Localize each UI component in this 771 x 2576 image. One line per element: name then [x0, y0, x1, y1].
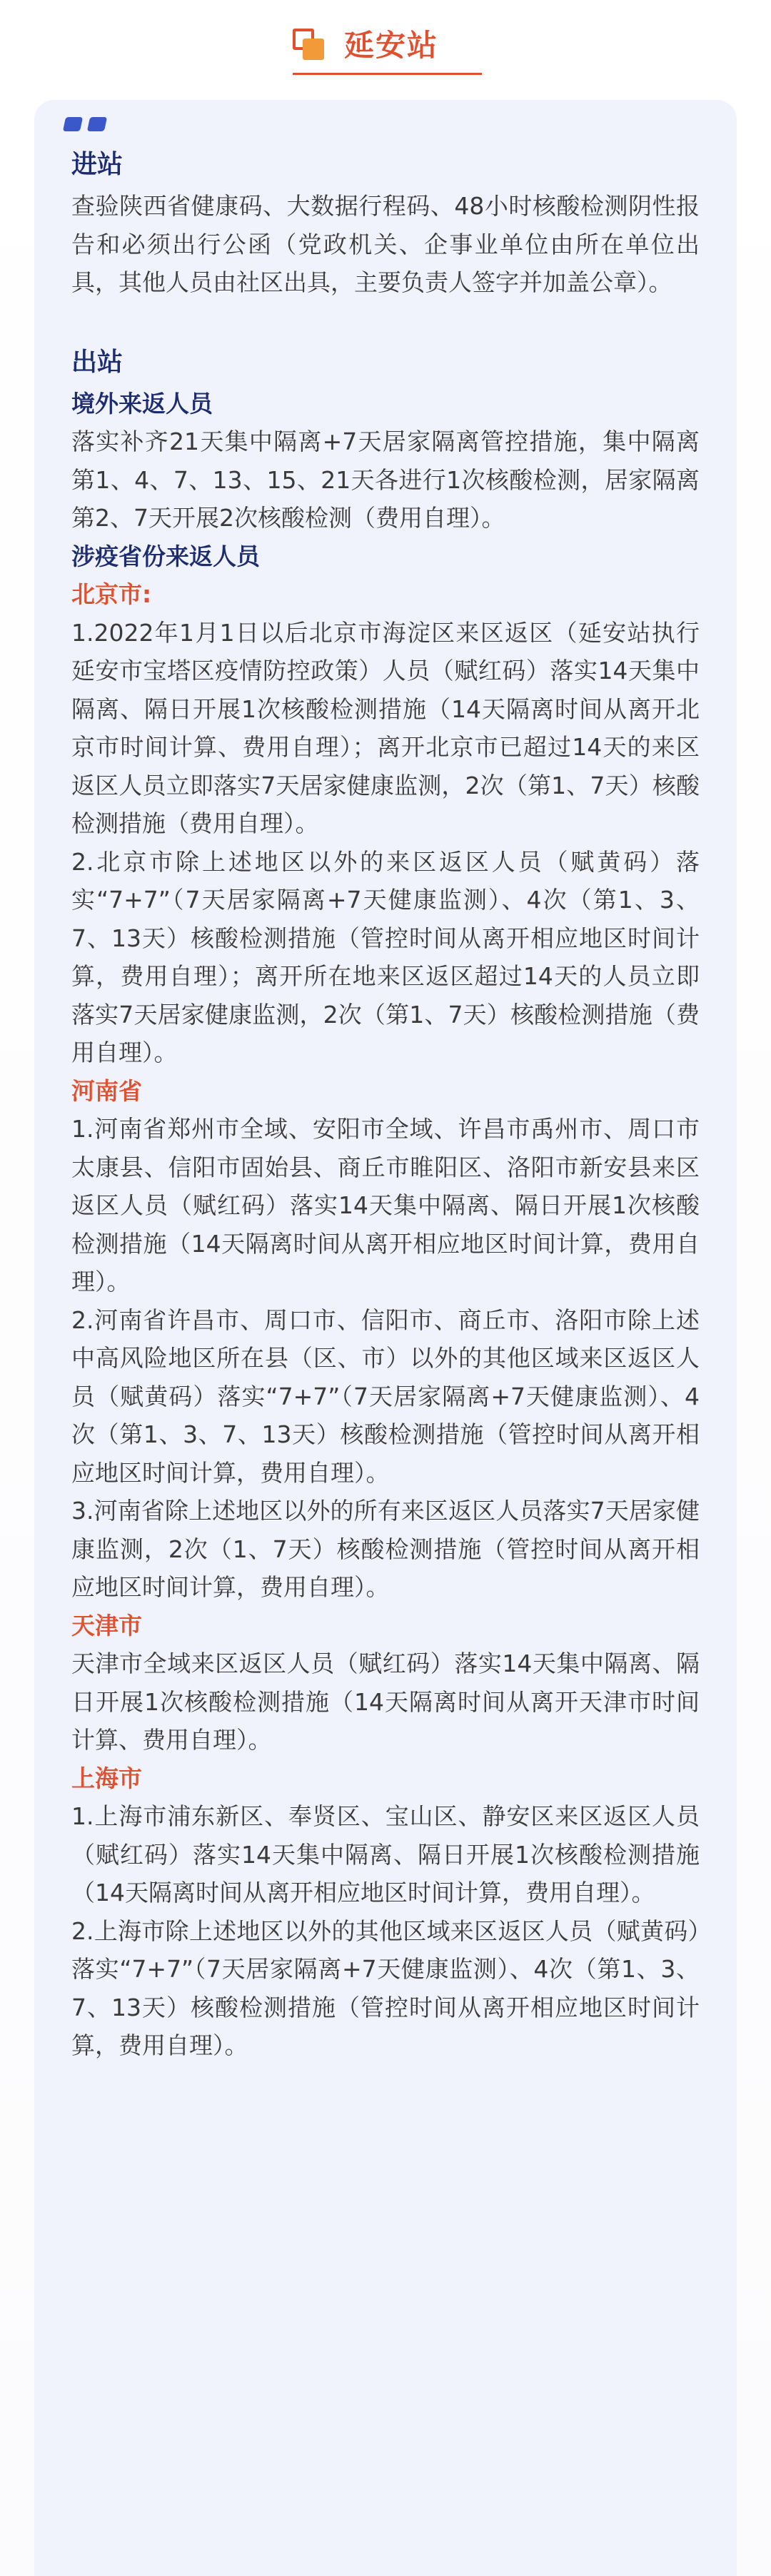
- entry-heading: 进站: [71, 150, 124, 179]
- entry-text: 查验陕西省健康码、大数据行程码、48小时核酸检测阴性报告和必须出行公函（党政机关、企事业单位由所在单位出具，其他人员由社区出具，主要负责人签字并加盖公章）。: [71, 192, 700, 296]
- content-card: [34, 100, 737, 2576]
- region-beijing: 北京市:: [71, 580, 152, 608]
- card-content: [71, 143, 700, 2065]
- region-tianjin: 天津市: [71, 1611, 142, 1640]
- region-shanghai: 上海市: [71, 1764, 142, 1792]
- beijing-item: 1.2022年1月1日以后北京市海淀区来区返区（延安站执行延安市宝塔区疫情防控政策）人员（赋红码）落实14天集中隔离、隔日开展1次核酸检测措施（14天隔离时间从离开北京市时间计算、费用自理）；离开北京市已超过14天的来区返区人员立即落实7天居家健康监测，2次（第1、7天）核酸检测措施（费用自理）。: [71, 618, 700, 837]
- overseas-text: 落实补齐21天集中隔离+7天居家隔离管控措施，集中隔离第1、4、7、13、15、21天各进行1次核酸检测，居家隔离第2、7天开展2次核酸检测（费用自理）。: [71, 428, 700, 532]
- henan-item: 2.河南省许昌市、周口市、信阳市、商丘市、洛阳市除上述中高风险地区所在县（区、市）以外的其他区域来区返区人员（赋黄码）落实“7+7”（7天居家隔离+7天健康监测）、4次（第1、3、7、13天）核酸检测措施（管控时间从离开相应地区时间计算，费用自理）。: [71, 1305, 700, 1487]
- shanghai-item: 1.上海市浦东新区、奉贤区、宝山区、静安区来区返区人员（赋红码）落实14天集中隔离、隔日开展1次核酸检测措施（14天隔离时间从离开相应地区时间计算，费用自理）。: [71, 1802, 700, 1906]
- beijing-item: 2.北京市除上述地区以外的来区返区人员（赋黄码）落实“7+7”（7天居家隔离+7天健康监测）、4次（第1、3、7、13天）核酸检测措施（管控时间从离开相应地区时间计算，费用自理）；离开所在地来区返区超过14天的人员立即落实7天居家健康监测，2次（第1、7天）核酸检测措施（费用自理）。: [71, 847, 700, 1066]
- region-henan: 河南省: [71, 1076, 142, 1105]
- quote-dots-icon: [64, 117, 113, 133]
- header-underline: [293, 73, 482, 75]
- shanghai-item: 2.上海市除上述地区以外的其他区域来区返区人员（赋黄码）落实“7+7”（7天居家隔离+7天健康监测）、4次（第1、3、7、13天）核酸检测措施（管控时间从离开相应地区时间计算，费用自理）。: [71, 1916, 700, 2059]
- station-title: 延安站: [344, 28, 439, 63]
- tianjin-item: 天津市全域来区返区人员（赋红码）落实14天集中隔离、隔日开展1次核酸检测措施（14天隔离时间从离开天津市时间计算、费用自理）。: [71, 1650, 700, 1754]
- henan-item: 1.河南省郑州市全域、安阳市全域、许昌市禹州市、周口市太康县、信阳市固始县、商丘市睢阳区、洛阳市新安县来区返区人员（赋红码）落实14天集中隔离、隔日开展1次核酸检测措施（14天隔离时间从离开相应地区时间计算，费用自理）。: [71, 1115, 700, 1295]
- exit-heading: 出站: [71, 347, 124, 377]
- provinces-heading: 涉疫省份来返人员: [71, 542, 260, 570]
- station-header: [0, 13, 771, 81]
- overseas-heading: 境外来返人员: [71, 389, 213, 418]
- henan-item: 3.河南省除上述地区以外的所有来区返区人员落实7天居家健康监测，2次（1、7天）核酸检测措施（管控时间从离开相应地区时间计算，费用自理）。: [71, 1497, 700, 1601]
- overlapping-squares-icon: [293, 29, 327, 63]
